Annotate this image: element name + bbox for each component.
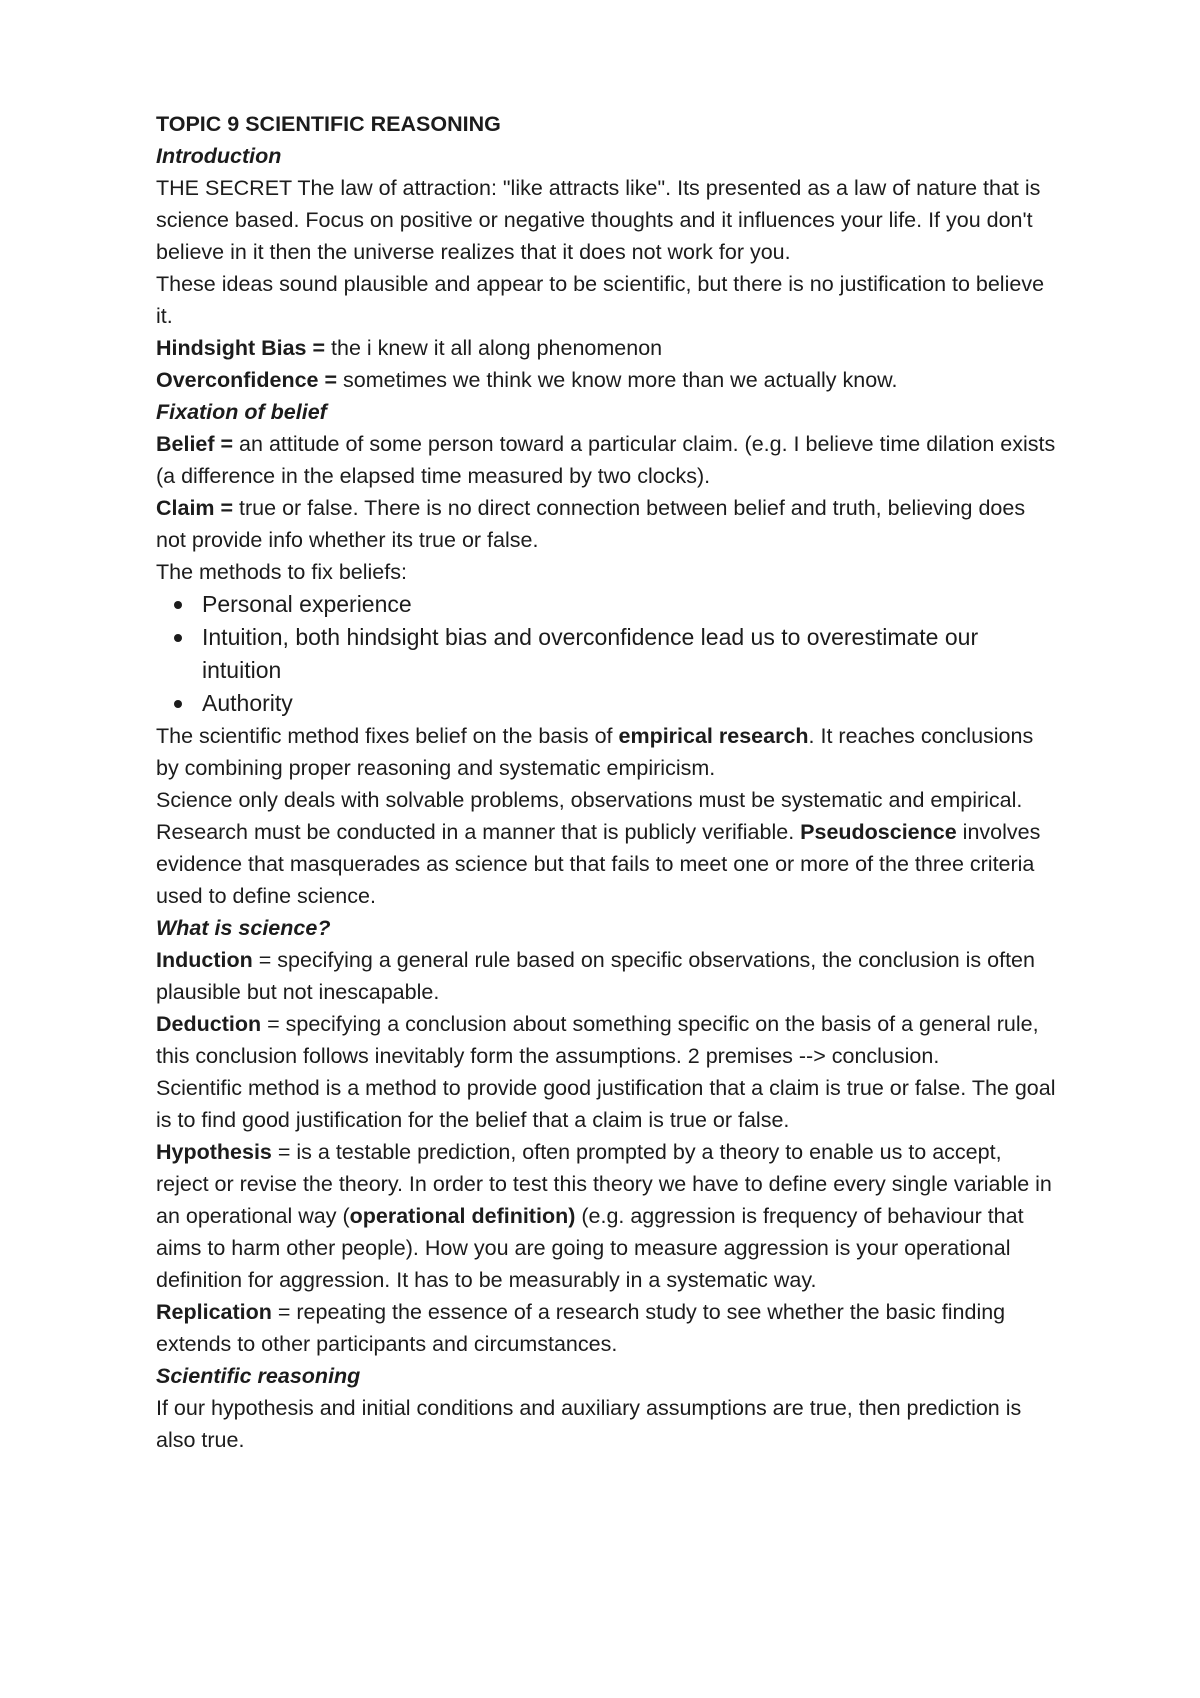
def-claim: true or false. There is no direct connection between belief and truth, believing does not provide info whether its true or false.	[156, 496, 1026, 552]
def-overconfidence: sometimes we think we know more than we actually know.	[337, 368, 898, 392]
def-replication: = repeating the essence of a research study to see whether the basic finding extends to other participants and circumstances.	[156, 1300, 1006, 1356]
term-hypothesis: Hypothesis	[156, 1140, 272, 1164]
term-hindsight-bias: Hindsight Bias =	[156, 336, 326, 360]
definition-induction	[156, 944, 1056, 1008]
term-operational-definition: operational definition)	[349, 1204, 576, 1228]
paragraph-scientific-reasoning: If our hypothesis and initial conditions and auxiliary assumptions are true, then prediction is also true.	[156, 1396, 1022, 1452]
section-heading-scientific-reasoning: Scientific reasoning	[156, 1364, 361, 1388]
section-heading-introduction: Introduction	[156, 144, 282, 168]
term-belief: Belief =	[156, 432, 234, 456]
definition-hypothesis	[156, 1136, 1056, 1296]
section-heading-what-is-science: What is science?	[156, 916, 331, 940]
paragraph-the-secret: THE SECRET The law of attraction: "like attracts like". Its presented as a law of nature that is science based. Focus on positive or negative thoughts and it influences your life. If you don't believe in it then the universe realizes that it does not work for you.	[156, 176, 1041, 264]
term-replication: Replication	[156, 1300, 272, 1324]
list-item-text: Authority	[202, 690, 293, 716]
bullet-icon	[174, 634, 182, 642]
def-deduction: = specifying a conclusion about something specific on the basis of a general rule, this conclusion follows inevitably form the assumptions. 2 premises --> conclusion.	[156, 1012, 1039, 1068]
list-item	[156, 588, 1056, 621]
term-induction: Induction	[156, 948, 253, 972]
list-item	[156, 621, 1056, 687]
term-overconfidence: Overconfidence =	[156, 368, 338, 392]
methods-intro: The methods to fix beliefs:	[156, 560, 407, 584]
term-pseudoscience: Pseudoscience	[800, 820, 957, 844]
methods-list	[156, 588, 1056, 720]
def-belief: an attitude of some person toward a particular claim. (e.g. I believe time dilation exists (a difference in the elapsed time measured by two clocks).	[156, 432, 1056, 488]
def-hindsight-bias: the i knew it all along phenomenon	[325, 336, 663, 360]
text-span: The scientific method fixes belief on the basis of	[156, 724, 619, 748]
paragraph-scientific-method: Scientific method is a method to provide good justification that a claim is true or false. The goal is to find good justification for the belief that a claim is true or false.	[156, 1076, 1056, 1132]
paragraph-science-criteria	[156, 784, 1056, 912]
paragraph-scientific-method-empirical	[156, 720, 1056, 784]
bullet-icon	[174, 700, 182, 708]
text-span: involves evidence that masquerades as science but that fails to meet one or more of the three criteria used to define science.	[156, 820, 1041, 908]
definition-overconfidence	[156, 364, 1056, 396]
document-page	[156, 108, 1056, 1456]
text-span: . It reaches conclusions by combining proper reasoning and systematic empiricism.	[156, 724, 1034, 780]
definition-deduction	[156, 1008, 1056, 1072]
section-heading-fixation-of-belief: Fixation of belief	[156, 400, 327, 424]
definition-claim	[156, 492, 1056, 556]
list-item	[156, 687, 1056, 720]
definition-hindsight-bias	[156, 332, 1056, 364]
term-empirical-research: empirical research	[618, 724, 809, 748]
def-induction: = specifying a general rule based on specific observations, the conclusion is often plausible but not inescapable.	[156, 948, 1035, 1004]
term-deduction: Deduction	[156, 1012, 262, 1036]
text-span: = is a testable prediction, often prompted by a theory to enable us to accept, reject or revise the theory. In order to test this theory we have to define every single variable in an operational way (	[156, 1140, 1052, 1228]
list-item-text: Intuition, both hindsight bias and overconfidence lead us to overestimate our intuition	[202, 624, 979, 683]
text-span: Science only deals with solvable problems, observations must be systematic and empirical. Research must be conducted in a manner that is publicly verifiable.	[156, 788, 1023, 844]
document-title: TOPIC 9 SCIENTIFIC REASONING	[156, 112, 501, 136]
bullet-icon	[174, 601, 182, 609]
paragraph-plausible-ideas: These ideas sound plausible and appear to be scientific, but there is no justification to believe it.	[156, 272, 1045, 328]
list-item-text: Personal experience	[202, 591, 412, 617]
definition-replication	[156, 1296, 1056, 1360]
term-claim: Claim =	[156, 496, 234, 520]
text-span: (e.g. aggression is frequency of behaviour that aims to harm other people). How you are going to measure aggression is your operational definition for aggression. It has to be measurably in a systematic way.	[156, 1204, 1024, 1292]
definition-belief	[156, 428, 1056, 492]
